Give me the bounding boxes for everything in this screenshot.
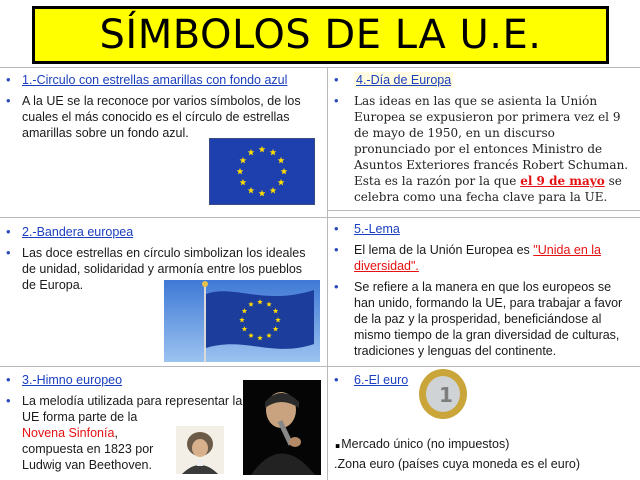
title-banner — [32, 6, 609, 64]
bullet: • — [334, 372, 339, 387]
euro-coin-image — [418, 368, 468, 420]
grid-divider-row2 — [0, 366, 640, 367]
bullet: • — [6, 93, 11, 108]
euro-single-market: Mercado único (no impuestos) — [341, 437, 510, 451]
text-europe-day — [354, 93, 634, 205]
cell-circle-stars — [6, 72, 322, 146]
euro-dot: . — [334, 424, 342, 454]
grid-divider-row1 — [0, 217, 640, 218]
anthem-text-end: , compuesta en 1823 por Ludwig van Beethoven. — [22, 426, 154, 472]
heading-europe-day[interactable]: 4.-Día de Europa — [356, 73, 452, 87]
eu-flag-image — [209, 138, 315, 205]
bullet: • — [6, 393, 11, 408]
anthem-highlight: Novena Sinfonía — [22, 426, 115, 440]
euro-line-single-market — [334, 424, 634, 455]
svg-text:1: 1 — [439, 383, 453, 407]
bullet: • — [6, 224, 11, 239]
grid-divider-top — [0, 67, 640, 68]
bullet: • — [334, 279, 339, 294]
europe-day-text-end: se celebra como una fecha clave para la UE. — [354, 174, 622, 204]
heading-circle-stars[interactable]: 1.-Circulo con estrellas amarillas con fondo azul — [22, 73, 288, 87]
cell-euro — [334, 372, 634, 393]
europe-day-text-start: Las ideas en las que se asienta la Unión Europea se expusieron por primera vez el 9 de mayo de 1950, en un discurso pronunciado por el entonces Ministro de Asuntos Exteriores francés Robert Schuman. Esta es la razón por la que — [354, 94, 629, 188]
singer-photo — [243, 380, 321, 475]
bullet: • — [334, 242, 339, 257]
heading-motto[interactable]: 5.-Lema — [354, 222, 400, 236]
heading-flag[interactable]: 2.-Bandera europea — [22, 225, 134, 239]
text-anthem — [22, 393, 243, 473]
heading-euro[interactable]: 6.-El euro — [354, 373, 409, 387]
cell-motto — [334, 221, 634, 364]
text-motto-intro — [354, 242, 634, 274]
grid-divider-right-top — [327, 210, 640, 211]
text-flag: Las doce estrellas en círculo simbolizan los ideales de unidad, solidaridad y armonía entre los pueblos de Europa. — [22, 246, 306, 292]
motto-highlight: "Unida en la diversidad". — [354, 243, 601, 273]
text-circle-stars: A la UE se la reconoce por varios símbolos, de los cuales el más conocido es el círculo de estrellas amarillas sobre un fondo azul. — [22, 94, 301, 140]
europe-day-highlight: el 9 de mayo — [520, 174, 605, 188]
euro-line-zone — [334, 456, 634, 472]
euro-zone: Zona euro (países cuya moneda es el euro) — [337, 457, 580, 471]
bullet: • — [6, 372, 11, 387]
cell-europe-day — [334, 72, 634, 210]
bullet: • — [334, 93, 339, 108]
heading-anthem[interactable]: 3.-Himno europeo — [22, 373, 123, 387]
bullet: • — [6, 245, 11, 260]
euro-dot: . — [334, 457, 338, 471]
text-motto-detail: Se refiere a la manera en que los europeos se han unido, formando la UE, para trabajar a favor de la paz y la prosperidad, beneficiándose al mismo tiempo de la gran diversidad de culturas, tradiciones y lenguas del continente. — [354, 280, 623, 358]
slide-title: SÍMBOLOS DE LA U.E. — [99, 12, 542, 58]
bullet: • — [334, 72, 339, 87]
anthem-text-start: La melodía utilizada para representar la UE forma parte de la — [22, 394, 243, 424]
grid-divider-vertical — [327, 67, 328, 480]
waving-flag-image — [164, 280, 320, 362]
beethoven-portrait — [176, 426, 224, 474]
bullet: • — [6, 72, 11, 87]
motto-text-start: El lema de la Unión Europea es — [354, 243, 530, 257]
bullet: • — [334, 221, 339, 236]
